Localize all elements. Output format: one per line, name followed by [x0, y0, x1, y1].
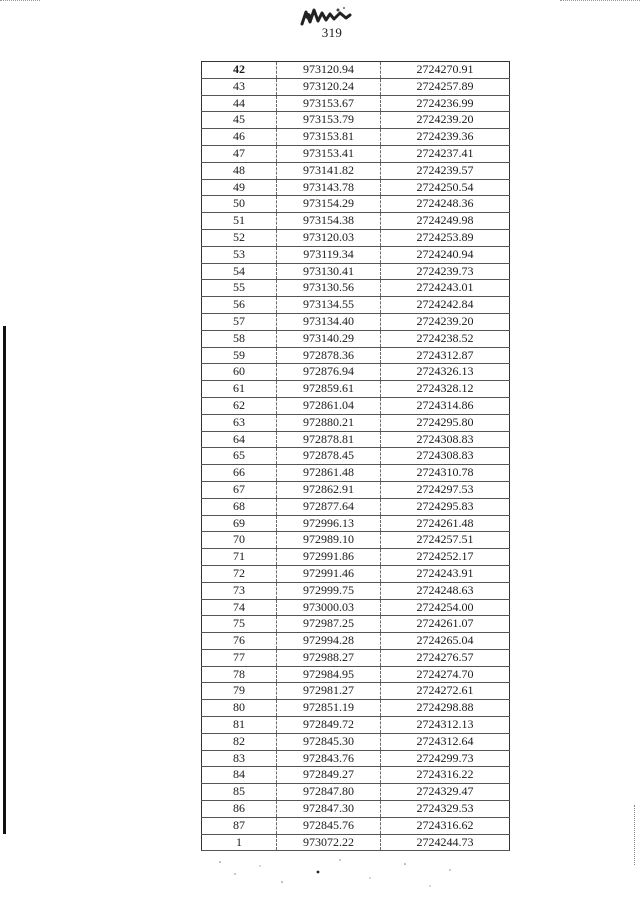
- x-coordinate-cell: 973153.67: [277, 95, 381, 112]
- point-id-cell: 69: [202, 515, 277, 532]
- y-coordinate-cell: 2724314.86: [381, 397, 510, 414]
- point-id-cell: 68: [202, 498, 277, 515]
- point-id-cell: 42: [202, 62, 277, 79]
- x-coordinate-cell: 972878.36: [277, 347, 381, 364]
- point-id-cell: 73: [202, 582, 277, 599]
- point-id-cell: 84: [202, 767, 277, 784]
- x-coordinate-cell: 972988.27: [277, 649, 381, 666]
- y-coordinate-cell: 2724239.57: [381, 162, 510, 179]
- coordinates-table: [201, 61, 510, 851]
- point-id-cell: 65: [202, 448, 277, 465]
- table-row: [202, 229, 510, 246]
- table-row: [202, 515, 510, 532]
- table-row: [202, 481, 510, 498]
- point-id-cell: 83: [202, 750, 277, 767]
- point-id-cell: 87: [202, 817, 277, 834]
- table-row: [202, 565, 510, 582]
- table-row: [202, 465, 510, 482]
- table-row: [202, 801, 510, 818]
- table-row: [202, 750, 510, 767]
- y-coordinate-cell: 2724257.51: [381, 532, 510, 549]
- y-coordinate-cell: 2724254.00: [381, 599, 510, 616]
- table-row: [202, 666, 510, 683]
- x-coordinate-cell: 973140.29: [277, 330, 381, 347]
- y-coordinate-cell: 2724237.41: [381, 145, 510, 162]
- y-coordinate-cell: 2724328.12: [381, 381, 510, 398]
- x-coordinate-cell: 972987.25: [277, 616, 381, 633]
- point-id-cell: 77: [202, 649, 277, 666]
- x-coordinate-cell: 973130.41: [277, 263, 381, 280]
- point-id-cell: 61: [202, 381, 277, 398]
- x-coordinate-cell: 972849.27: [277, 767, 381, 784]
- x-coordinate-cell: 972843.76: [277, 750, 381, 767]
- table-row: [202, 649, 510, 666]
- point-id-cell: 54: [202, 263, 277, 280]
- scan-noise-bottom: [200, 852, 460, 897]
- x-coordinate-cell: 973154.38: [277, 213, 381, 230]
- point-id-cell: 62: [202, 397, 277, 414]
- point-id-cell: 52: [202, 229, 277, 246]
- point-id-cell: 47: [202, 145, 277, 162]
- point-id-cell: 75: [202, 616, 277, 633]
- y-coordinate-cell: 2724274.70: [381, 666, 510, 683]
- y-coordinate-cell: 2724270.91: [381, 62, 510, 79]
- point-id-cell: 44: [202, 95, 277, 112]
- y-coordinate-cell: 2724248.63: [381, 582, 510, 599]
- point-id-cell: 58: [202, 330, 277, 347]
- scan-noise-top-left: [0, 0, 40, 4]
- point-id-cell: 59: [202, 347, 277, 364]
- scan-edge-speck: [634, 805, 636, 865]
- table-row: [202, 364, 510, 381]
- y-coordinate-cell: 2724312.87: [381, 347, 510, 364]
- x-coordinate-cell: 972981.27: [277, 683, 381, 700]
- table-row: [202, 129, 510, 146]
- point-id-cell: 56: [202, 297, 277, 314]
- x-coordinate-cell: 973119.34: [277, 246, 381, 263]
- table-row: [202, 347, 510, 364]
- table-row: [202, 381, 510, 398]
- table-row: [202, 246, 510, 263]
- table-row: [202, 733, 510, 750]
- y-coordinate-cell: 2724242.84: [381, 297, 510, 314]
- y-coordinate-cell: 2724295.83: [381, 498, 510, 515]
- y-coordinate-cell: 2724248.36: [381, 196, 510, 213]
- y-coordinate-cell: 2724253.89: [381, 229, 510, 246]
- table-row: [202, 784, 510, 801]
- table-row: [202, 179, 510, 196]
- table-row: [202, 62, 510, 79]
- y-coordinate-cell: 2724239.73: [381, 263, 510, 280]
- x-coordinate-cell: 973134.55: [277, 297, 381, 314]
- x-coordinate-cell: 972989.10: [277, 532, 381, 549]
- y-coordinate-cell: 2724249.98: [381, 213, 510, 230]
- point-id-cell: 86: [202, 801, 277, 818]
- x-coordinate-cell: 973072.22: [277, 834, 381, 851]
- point-id-cell: 1: [202, 834, 277, 851]
- point-id-cell: 48: [202, 162, 277, 179]
- x-coordinate-cell: 973000.03: [277, 599, 381, 616]
- x-coordinate-cell: 973120.24: [277, 78, 381, 95]
- coordinates-table-body: [202, 62, 510, 851]
- point-id-cell: 71: [202, 549, 277, 566]
- y-coordinate-cell: 2724298.88: [381, 700, 510, 717]
- x-coordinate-cell: 972861.04: [277, 397, 381, 414]
- point-id-cell: 55: [202, 280, 277, 297]
- point-id-cell: 70: [202, 532, 277, 549]
- y-coordinate-cell: 2724308.83: [381, 448, 510, 465]
- table-row: [202, 834, 510, 851]
- table-row: [202, 817, 510, 834]
- y-coordinate-cell: 2724265.04: [381, 633, 510, 650]
- table-row: [202, 78, 510, 95]
- x-coordinate-cell: 972984.95: [277, 666, 381, 683]
- x-coordinate-cell: 972859.61: [277, 381, 381, 398]
- y-coordinate-cell: 2724239.20: [381, 112, 510, 129]
- table-row: [202, 330, 510, 347]
- y-coordinate-cell: 2724299.73: [381, 750, 510, 767]
- x-coordinate-cell: 972880.21: [277, 414, 381, 431]
- y-coordinate-cell: 2724243.01: [381, 280, 510, 297]
- y-coordinate-cell: 2724297.53: [381, 481, 510, 498]
- x-coordinate-cell: 973153.79: [277, 112, 381, 129]
- scan-edge-bar: [3, 326, 6, 834]
- y-coordinate-cell: 2724329.47: [381, 784, 510, 801]
- scan-noise-top-right: [560, 0, 640, 4]
- x-coordinate-cell: 972849.72: [277, 717, 381, 734]
- table-row: [202, 532, 510, 549]
- x-coordinate-cell: 973120.03: [277, 229, 381, 246]
- x-coordinate-cell: 972991.46: [277, 565, 381, 582]
- y-coordinate-cell: 2724326.13: [381, 364, 510, 381]
- y-coordinate-cell: 2724261.07: [381, 616, 510, 633]
- x-coordinate-cell: 972877.64: [277, 498, 381, 515]
- y-coordinate-cell: 2724316.62: [381, 817, 510, 834]
- y-coordinate-cell: 2724238.52: [381, 330, 510, 347]
- y-coordinate-cell: 2724236.99: [381, 95, 510, 112]
- y-coordinate-cell: 2724272.61: [381, 683, 510, 700]
- x-coordinate-cell: 972878.45: [277, 448, 381, 465]
- table-row: [202, 112, 510, 129]
- point-id-cell: 45: [202, 112, 277, 129]
- table-row: [202, 196, 510, 213]
- table-row: [202, 767, 510, 784]
- x-coordinate-cell: 973154.29: [277, 196, 381, 213]
- table-row: [202, 145, 510, 162]
- table-row: [202, 582, 510, 599]
- page-number: 319: [321, 25, 343, 40]
- x-coordinate-cell: 972999.75: [277, 582, 381, 599]
- table-row: [202, 616, 510, 633]
- point-id-cell: 79: [202, 683, 277, 700]
- y-coordinate-cell: 2724261.48: [381, 515, 510, 532]
- point-id-cell: 81: [202, 717, 277, 734]
- y-coordinate-cell: 2724239.36: [381, 129, 510, 146]
- y-coordinate-cell: 2724239.20: [381, 313, 510, 330]
- point-id-cell: 67: [202, 481, 277, 498]
- y-coordinate-cell: 2724243.91: [381, 565, 510, 582]
- table-row: [202, 280, 510, 297]
- x-coordinate-cell: 972861.48: [277, 465, 381, 482]
- y-coordinate-cell: 2724312.13: [381, 717, 510, 734]
- x-coordinate-cell: 972878.81: [277, 431, 381, 448]
- table-row: [202, 599, 510, 616]
- x-coordinate-cell: 972991.86: [277, 549, 381, 566]
- x-coordinate-cell: 972994.28: [277, 633, 381, 650]
- point-id-cell: 72: [202, 565, 277, 582]
- table-row: [202, 549, 510, 566]
- table-row: [202, 683, 510, 700]
- y-coordinate-cell: 2724329.53: [381, 801, 510, 818]
- x-coordinate-cell: 972851.19: [277, 700, 381, 717]
- y-coordinate-cell: 2724310.78: [381, 465, 510, 482]
- y-coordinate-cell: 2724240.94: [381, 246, 510, 263]
- table-row: [202, 700, 510, 717]
- point-id-cell: 49: [202, 179, 277, 196]
- point-id-cell: 76: [202, 633, 277, 650]
- table-row: [202, 448, 510, 465]
- y-coordinate-cell: 2724276.57: [381, 649, 510, 666]
- x-coordinate-cell: 973153.81: [277, 129, 381, 146]
- table-row: [202, 213, 510, 230]
- x-coordinate-cell: 973134.40: [277, 313, 381, 330]
- point-id-cell: 74: [202, 599, 277, 616]
- point-id-cell: 53: [202, 246, 277, 263]
- table-row: [202, 162, 510, 179]
- table-row: [202, 498, 510, 515]
- table-row: [202, 633, 510, 650]
- point-id-cell: 66: [202, 465, 277, 482]
- x-coordinate-cell: 973143.78: [277, 179, 381, 196]
- table-row: [202, 414, 510, 431]
- point-id-cell: 57: [202, 313, 277, 330]
- x-coordinate-cell: 972845.30: [277, 733, 381, 750]
- table-row: [202, 313, 510, 330]
- point-id-cell: 51: [202, 213, 277, 230]
- point-id-cell: 60: [202, 364, 277, 381]
- point-id-cell: 85: [202, 784, 277, 801]
- x-coordinate-cell: 972876.94: [277, 364, 381, 381]
- y-coordinate-cell: 2724308.83: [381, 431, 510, 448]
- y-coordinate-cell: 2724312.64: [381, 733, 510, 750]
- y-coordinate-cell: 2724244.73: [381, 834, 510, 851]
- point-id-cell: 43: [202, 78, 277, 95]
- y-coordinate-cell: 2724252.17: [381, 549, 510, 566]
- table-row: [202, 263, 510, 280]
- point-id-cell: 63: [202, 414, 277, 431]
- x-coordinate-cell: 973130.56: [277, 280, 381, 297]
- x-coordinate-cell: 972845.76: [277, 817, 381, 834]
- table-row: [202, 717, 510, 734]
- y-coordinate-cell: 2724257.89: [381, 78, 510, 95]
- x-coordinate-cell: 972862.91: [277, 481, 381, 498]
- x-coordinate-cell: 973141.82: [277, 162, 381, 179]
- point-id-cell: 78: [202, 666, 277, 683]
- point-id-cell: 82: [202, 733, 277, 750]
- x-coordinate-cell: 972847.80: [277, 784, 381, 801]
- table-row: [202, 297, 510, 314]
- x-coordinate-cell: 972996.13: [277, 515, 381, 532]
- x-coordinate-cell: 973120.94: [277, 62, 381, 79]
- table-row: [202, 397, 510, 414]
- point-id-cell: 46: [202, 129, 277, 146]
- y-coordinate-cell: 2724295.80: [381, 414, 510, 431]
- point-id-cell: 64: [202, 431, 277, 448]
- y-coordinate-cell: 2724250.54: [381, 179, 510, 196]
- table-row: [202, 95, 510, 112]
- x-coordinate-cell: 972847.30: [277, 801, 381, 818]
- y-coordinate-cell: 2724316.22: [381, 767, 510, 784]
- table-row: [202, 431, 510, 448]
- point-id-cell: 50: [202, 196, 277, 213]
- x-coordinate-cell: 973153.41: [277, 145, 381, 162]
- point-id-cell: 80: [202, 700, 277, 717]
